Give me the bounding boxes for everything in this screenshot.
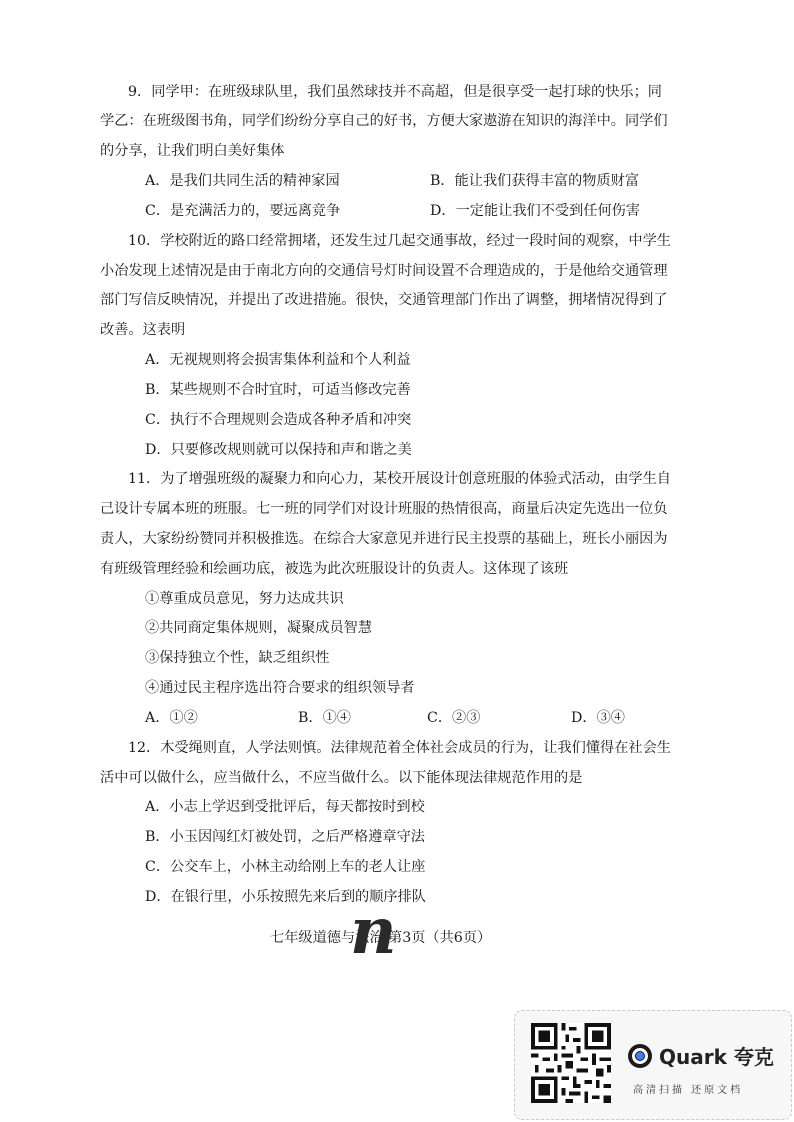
- q9-line-1: 9．同学甲：在班级球队里，我们虽然球技并不高超，但是很享受一起打球的快乐；同: [128, 84, 662, 100]
- q12-option-c: C．公交车上，小林主动给刚上车的老人让座: [145, 859, 426, 875]
- q11-line-3: 责人，大家纷纷赞同并积极推选。在综合大家意见并进行民主投票的基础上，班长小丽因为: [100, 531, 668, 547]
- q11-line-1: 11．为了增强班级的凝聚力和向心力，某校开展设计创意班服的体验式活动，由学生自: [128, 471, 671, 487]
- quark-scan-badge: [514, 1010, 792, 1120]
- q9-option-a: A．是我们共同生活的精神家园: [145, 173, 340, 189]
- handwritten-mark: n: [350, 894, 397, 969]
- q11-statement-4: ④通过民主程序选出符合要求的组织领导者: [145, 680, 415, 696]
- q10-option-a: A．无视规则将会损害集体利益和个人利益: [145, 352, 411, 368]
- q9-line-3: 的分享，让我们明白美好集体: [100, 143, 285, 159]
- q10-line-2: 小冶发现上述情况是由于南北方向的交通信号灯时间设置不合理造成的，于是他给交通管理: [100, 263, 668, 279]
- q11-option-a: A．①②: [145, 710, 198, 726]
- q11-option-b: B．①④: [298, 710, 351, 726]
- q12-option-a: A．小志上学迟到受批评后，每天都按时到校: [145, 799, 425, 815]
- q11-line-2: 己设计专属本班的班服。七一班的同学们对设计班服的热情很高，商量后决定先选出一位负: [100, 501, 668, 517]
- q9-option-b: B．能让我们获得丰富的物质财富: [430, 173, 640, 189]
- q11-option-c: C．②③: [427, 710, 481, 726]
- q9-option-c: C．是充满活力的，要远离竞争: [145, 203, 341, 219]
- q9-line-2: 学乙：在班级图书角，同学们纷纷分享自己的好书，方便大家遨游在知识的海洋中。同学们: [100, 113, 668, 129]
- q12-option-b: B．小玉因闯红灯被处罚，之后严格遵章守法: [145, 829, 425, 845]
- quark-brand: [627, 1041, 774, 1070]
- q11-statement-2: ②共同商定集体规则，凝聚成员智慧: [145, 620, 373, 636]
- q10-line-1: 10．学校附近的路口经常拥堵，还发生过几起交通事故，经过一段时间的观察，中学生: [128, 233, 671, 249]
- q10-option-c: C．执行不合理规则会造成各种矛盾和冲突: [145, 412, 412, 428]
- quark-tagline: 高清扫描 还原文档: [633, 1085, 744, 1096]
- q11-statement-3: ③保持独立个性，缺乏组织性: [145, 650, 330, 666]
- q12-line-1: 12．木受绳则直，人学法则慎。法律规范着全体社会成员的行为，让我们懂得在社会生: [128, 740, 671, 756]
- q9-option-d: D．一定能让我们不受到任何伤害: [430, 203, 641, 219]
- q10-option-b: B．某些规则不合时宜时，可适当修改完善: [145, 382, 411, 398]
- q12-line-2: 活中可以做什么，应当做什么，不应当做什么。以下能体现法律规范作用的是: [100, 770, 583, 786]
- q12-option-d: D．在银行里，小乐按照先来后到的顺序排队: [145, 889, 426, 905]
- qr-code-icon: [531, 1023, 611, 1103]
- page-footer: 七年级道德与法治 第3页（共6页）: [270, 930, 492, 946]
- q11-line-4: 有班级管理经验和绘画功底，被选为此次班服设计的负责人。这体现了该班: [100, 561, 569, 577]
- q11-option-d: D．③④: [571, 710, 625, 726]
- quark-logo-icon: [627, 1043, 653, 1069]
- q10-line-4: 改善。这表明: [100, 322, 186, 338]
- quark-brand-name: Quark 夸克: [659, 1045, 774, 1069]
- q10-option-d: D．只要修改规则就可以保持和声和谐之美: [145, 442, 412, 458]
- q11-statement-1: ①尊重成员意见，努力达成共识: [145, 591, 344, 607]
- q10-line-3: 部门写信反映情况，并提出了改进措施。很快，交通管理部门作出了调整，拥堵情况得到了: [100, 292, 668, 308]
